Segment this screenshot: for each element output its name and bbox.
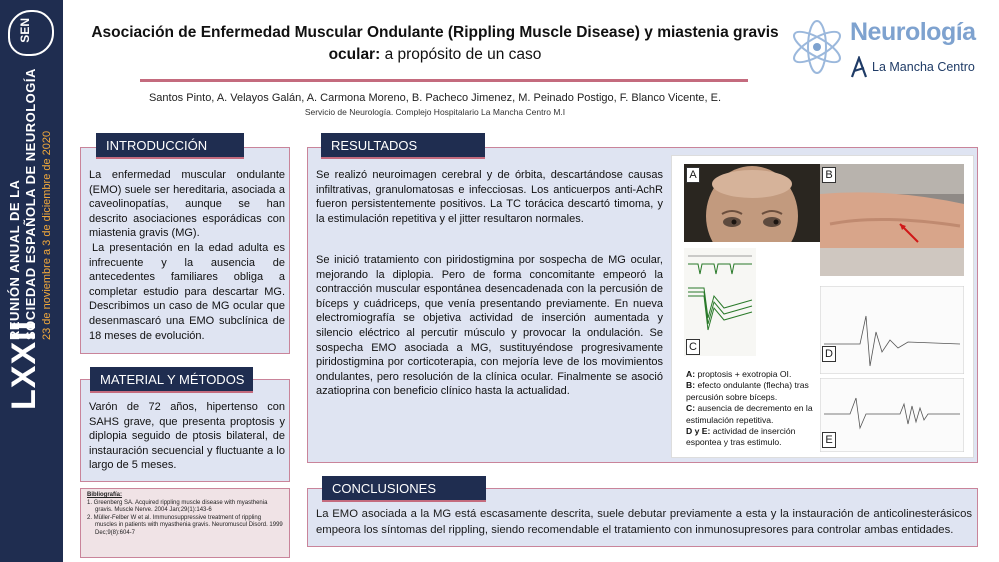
conference-line-2: SOCIEDAD ESPAÑOLA DE NEUROLOGÍA	[23, 68, 38, 340]
figure-a-photo	[684, 164, 820, 242]
caption-a: A: proptosis + exotropia OI.	[686, 369, 792, 379]
conference-number: LXXII	[5, 319, 43, 410]
introduccion-p2: La presentación en la edad adulta es infrecuente y la ausencia de antecedentes familiares obliga a completar estudio para descartar MG. Describimos un caso de MG ocular que desenmascaró una EMO subclínica de 18 meses de evolución.	[89, 241, 285, 342]
bibliografia-item: 1. Greenberg SA. Acquired rippling muscle disease with myasthenia gravis. Muscle Nerve. 2004 Jan;29(1):143-6	[87, 499, 268, 513]
authors: Santos Pinto, A. Velayos Galán, A. Carmona Moreno, B. Pacheco Jimenez, M. Peinado Postigo, F. Blanco Vicente, E.	[148, 92, 722, 104]
figure-b-label: B	[822, 167, 836, 183]
figure-d-label: D	[822, 346, 836, 362]
title-bold: Asociación de Enfermedad Muscular Ondulante (Rippling Muscle Disease) y miastenia gravis ocular:	[91, 24, 779, 63]
bibliografia-title: Bibliografía:	[87, 492, 123, 498]
title-divider	[140, 79, 748, 82]
material-heading: MATERIAL Y MÉTODOS	[90, 367, 253, 393]
resultados-p1: Se realizó neuroimagen cerebral y de órbita, descartándose causas infiltrativas, granulomatosas e infecciosas. Los anticuerpos anti-AchR fueron persistentemente positivos. La TC torácica descartó timoma, y la estimulación repetitiva y el jitter resultaron normales.	[316, 169, 663, 225]
figure-a-label: A	[686, 167, 700, 183]
figure-caption	[686, 369, 816, 449]
figure-e-label: E	[822, 432, 836, 448]
introduccion-box	[80, 147, 290, 354]
conference-dates: 23 de noviembre a 3 de diciembre de 2020	[41, 130, 53, 340]
introduccion-heading: INTRODUCCIÓN	[96, 133, 244, 159]
caption-c: C: ausencia de decremento en la estimulación repetitiva.	[686, 403, 813, 425]
caption-b: B: efecto ondulante (flecha) tras percusión sobre bíceps.	[686, 380, 809, 402]
caption-de: D y E: actividad de inserción espontea y tras estimulo.	[686, 426, 796, 448]
bibliografia	[80, 488, 290, 558]
conclusiones-text: La EMO asociada a la MG está escasamente descrita, suele debutar previamente a esta y la instauración de anticolinesterásicos empeora los síntomas del rippling, siendo recomendable el tratamiento con inmunosupresores para controlar ambas entidades.	[316, 508, 972, 536]
conference-band	[0, 0, 63, 562]
conclusiones-heading: CONCLUSIONES	[322, 476, 486, 502]
figure-c-label: C	[686, 339, 700, 355]
hospital-logo-icon	[850, 56, 868, 78]
brand-name: Neurología	[850, 18, 976, 46]
title-rest: a propósito de un caso	[384, 46, 542, 63]
conference-line-1: REUNIÓN ANUAL DE LA	[7, 179, 22, 340]
figure-b-photo	[820, 164, 964, 276]
introduccion-p1: La enfermedad muscular ondulante (EMO) suele ser hereditaria, asociada a caveolinopatías, aunque se han descrito asociaciones esporádicas con miastenia gravis (MG).	[89, 169, 285, 240]
conference-title	[3, 0, 61, 410]
brand-sub: La Mancha Centro	[872, 60, 975, 74]
poster-title	[90, 22, 780, 66]
figure-e-trace	[820, 378, 964, 452]
resultados-heading: RESULTADOS	[321, 133, 485, 159]
sen-logo-text: SEN	[18, 18, 32, 43]
affiliation: Servicio de Neurología. Complejo Hospitalario La Mancha Centro M.I	[304, 107, 566, 117]
figure-panel	[671, 155, 974, 458]
resultados-p2: Se inició tratamiento con piridostigmina por sospecha de MG ocular, mejorando la diplopia. Pero de forma concomitante empeoró la contracción muscular espontánea desencadenada con la percusión de bíceps y cuádriceps, que venía presentando previamente. En nueva electromiografía se objetiva actividad de inserción aumentada y silencio eléctrico al percutir músculo y provocar la ondulación. Se sospecha EMO asociada a MG, sustituyéndose progresivamente piridostigmina por corticoterapia, con mejoría leve de los movimientos ondulantes, pero resolución de la clínica ocular. Finalmente se asoció azatioprina con beneficio clínico hasta la actualidad.	[316, 254, 663, 398]
material-box	[80, 379, 290, 482]
material-text: Varón de 72 años, hipertenso con SAHS grave, que presenta proptosis y diplopia seguido de ptosis bilateral, de instauración secuencial y fluctuante a lo largo de 5 meses.	[89, 401, 285, 472]
bibliografia-item: 2. Müller-Felber W et al. Immunosuppressive treatment of rippling muscles in patients with myasthenia gravis. Neuromuscul Disord. 1999 Dec;9(8):604-7	[87, 514, 283, 536]
figure-d-trace	[820, 286, 964, 374]
introduccion-text	[89, 168, 285, 343]
neurologia-atom-icon	[788, 18, 846, 76]
